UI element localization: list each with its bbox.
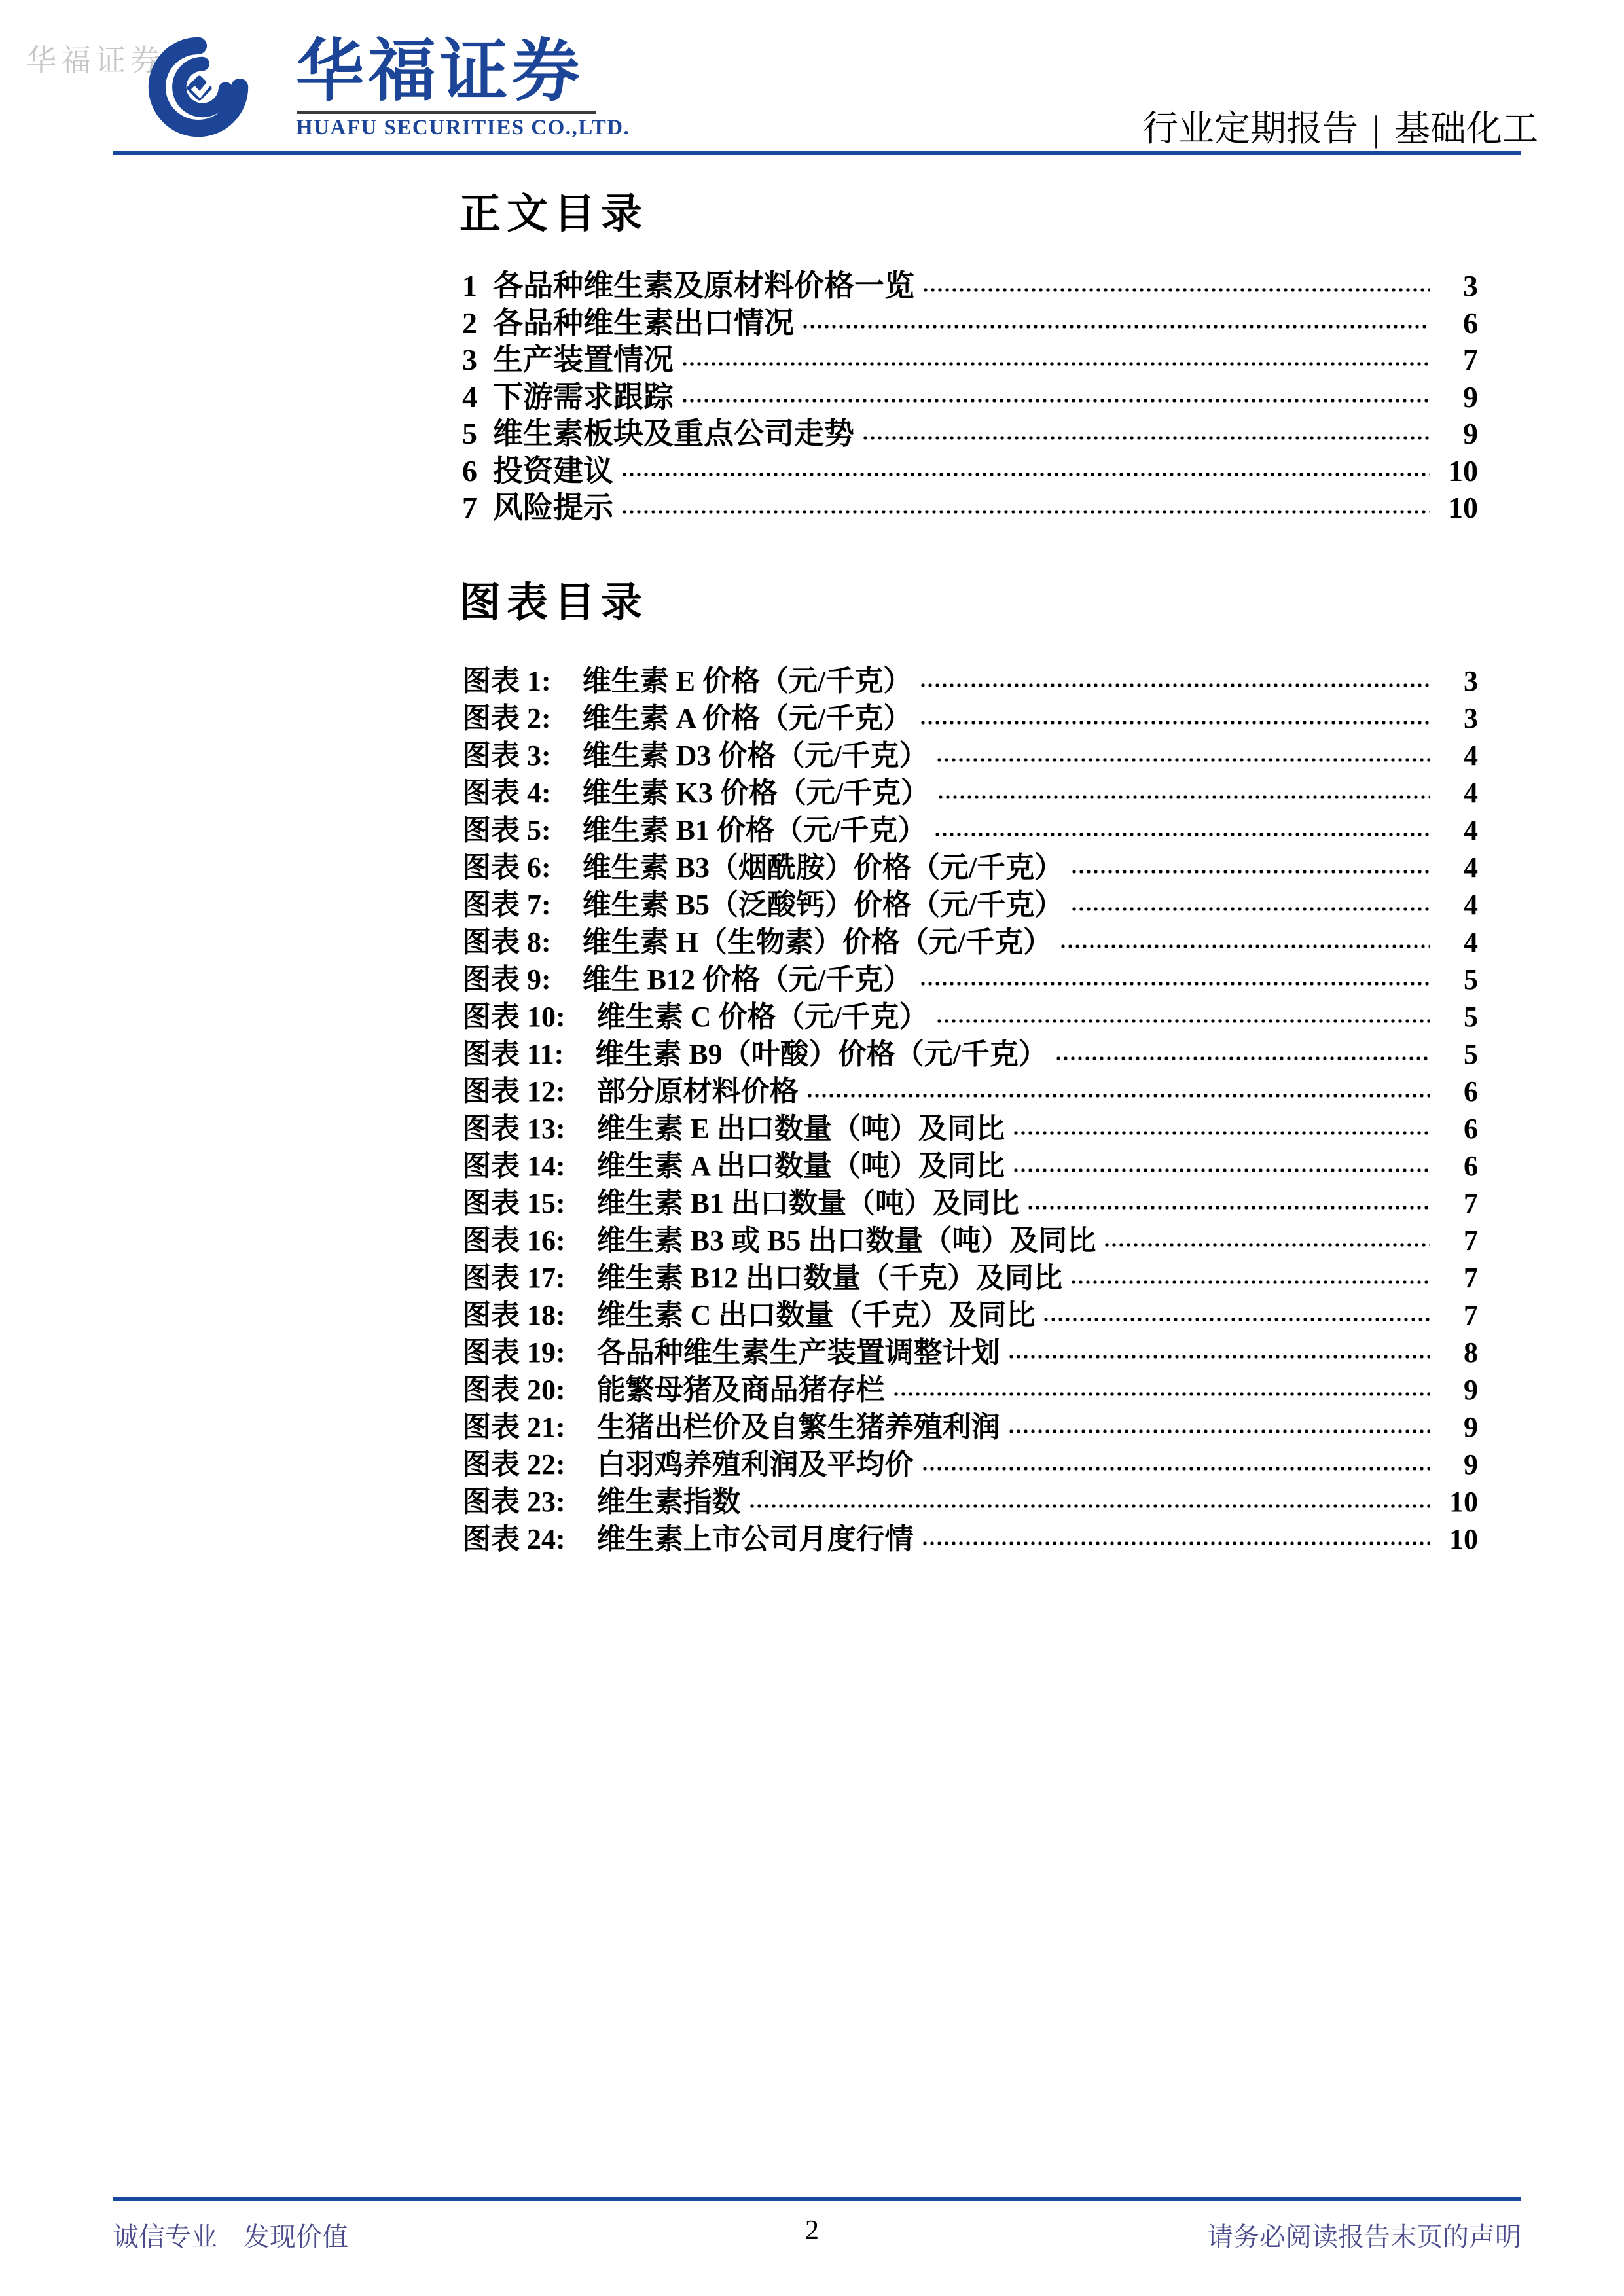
figure-toc-row [462, 1067, 1478, 1105]
logo-divider [297, 111, 596, 114]
figure-entry-title: 维生素 C 出口数量（千克）及同比 [596, 1299, 1036, 1331]
figure-entry-label: 图表 24: [462, 1523, 566, 1555]
figure-entry-label: 图表 9: [462, 963, 551, 996]
toc-entry-title: 投资建议 [493, 454, 613, 488]
toc-row [462, 484, 1478, 524]
figure-entry-title: 维生 B12 价格（元/千克） [582, 963, 912, 996]
toc-leader-dots [802, 323, 1430, 330]
figure-entry-title: 维生素 K3 价格（元/千克） [582, 777, 930, 809]
figure-entry-label: 图表 19: [462, 1336, 566, 1369]
toc-leader-dots [920, 980, 1430, 987]
toc-row [462, 410, 1478, 450]
figure-entry-title: 维生素 E 价格（元/千克） [582, 665, 912, 697]
logo-text-block [296, 34, 630, 140]
figure-entry-label: 图表 23: [462, 1486, 566, 1518]
toc-leader-dots [681, 397, 1430, 404]
toc-leader-dots [1055, 1055, 1430, 1062]
watermark: 华福证券 [26, 44, 165, 77]
figure-toc-row [462, 1291, 1478, 1329]
toc-leader-dots [621, 471, 1430, 478]
figure-entry-title: 维生素 C 价格（元/千克） [596, 1001, 928, 1033]
toc-leader-dots [1043, 1316, 1430, 1323]
figure-entry-label: 图表 7: [462, 889, 551, 921]
toc-leader-dots [934, 831, 1430, 838]
toc-page-number: 9 [1464, 1411, 1478, 1443]
toc-leader-dots [922, 1540, 1430, 1547]
figure-toc-row [462, 657, 1478, 697]
toc-entry-number: 4 [462, 380, 477, 414]
figure-entry-title: 维生素 B1 出口数量（吨）及同比 [596, 1187, 1020, 1219]
toc-leader-dots [1013, 1167, 1430, 1174]
figure-toc-row [462, 881, 1478, 921]
header-rule [113, 151, 1521, 155]
figure-toc-row [462, 1030, 1478, 1070]
toc-entry-number: 2 [462, 306, 477, 340]
toc-page-number: 8 [1464, 1336, 1478, 1369]
toc-page-number: 6 [1464, 1075, 1478, 1107]
toc-entry-number: 7 [462, 491, 477, 524]
toc-leader-dots [920, 719, 1430, 726]
figure-entry-label: 图表 5: [462, 814, 551, 846]
figure-entry-title: 维生素 B9（叶酸）价格（元/千克） [595, 1038, 1047, 1070]
logo-name-cn: 华福证券 [296, 34, 585, 109]
figure-entry-title: 部分原材料价格 [596, 1075, 799, 1107]
toc-entry-title: 风险提示 [493, 491, 613, 524]
figure-entry-label: 图表 16: [462, 1225, 566, 1257]
toc-page-number: 4 [1464, 777, 1478, 809]
figure-entry-label: 图表 20: [462, 1374, 566, 1406]
figure-entry-label: 图表 8: [462, 926, 551, 958]
logo-name-en: HUAFU SECURITIES CO.,LTD. [296, 116, 630, 139]
toc-page-number: 4 [1464, 814, 1478, 846]
toc-leader-dots [936, 757, 1430, 763]
figure-toc-row [462, 1478, 1478, 1518]
toc-leader-dots [920, 682, 1430, 689]
toc-entry-number: 6 [462, 454, 477, 488]
figure-entry-label: 图表 14: [462, 1150, 566, 1182]
figure-entry-title: 维生素 E 出口数量（吨）及同比 [596, 1113, 1005, 1145]
figure-entry-label: 图表 18: [462, 1299, 566, 1331]
figure-entry-label: 图表 13: [462, 1113, 566, 1145]
figure-toc-row [462, 1366, 1478, 1406]
figure-entry-title: 维生素 B5（泛酸钙）价格（元/千克） [582, 889, 1064, 921]
toc-page-number: 7 [1464, 1225, 1478, 1257]
figure-toc-list [462, 657, 1478, 1555]
toc-leader-dots [1008, 1428, 1430, 1435]
figure-entry-title: 维生素 B3 或 B5 出口数量（吨）及同比 [596, 1225, 1096, 1257]
figure-toc-row [462, 1142, 1478, 1182]
figure-toc-row [462, 956, 1478, 996]
toc-page-number: 10 [1448, 454, 1478, 488]
toc-page-number: 7 [1464, 1187, 1478, 1219]
toc-leader-dots [806, 1092, 1430, 1099]
toc-page-number: 9 [1463, 417, 1478, 450]
figure-entry-title: 维生素 B3（烟酰胺）价格（元/千克） [582, 852, 1064, 884]
figure-entry-label: 图表 4: [462, 777, 551, 809]
toc-entry-number: 3 [462, 343, 477, 376]
toc-entry-title: 各品种维生素出口情况 [493, 306, 794, 340]
toc-leader-dots [1071, 906, 1430, 912]
toc-leader-dots [1070, 1279, 1430, 1285]
figure-toc-row [462, 993, 1478, 1033]
figure-toc-row [462, 1179, 1478, 1217]
toc-leader-dots [1060, 943, 1430, 950]
header-report-type: 行业定期报告 [1142, 109, 1358, 149]
figure-entry-label: 图表 10: [462, 1001, 566, 1033]
toc-leader-dots [922, 287, 1430, 293]
toc-leader-dots [862, 435, 1430, 441]
toc-page-number: 5 [1464, 1038, 1478, 1070]
toc-page-number: 7 [1464, 1299, 1478, 1331]
figure-toc-row [462, 1441, 1478, 1478]
figure-entry-label: 图表 3: [462, 740, 551, 772]
toc-page-number: 7 [1463, 343, 1478, 376]
toc-row [462, 373, 1478, 414]
figure-entry-title: 维生素 B1 价格（元/千克） [582, 814, 927, 846]
toc-leader-dots [893, 1391, 1430, 1397]
header-category [1142, 99, 1538, 151]
toc-page-number: 4 [1464, 740, 1478, 772]
main-toc-list [462, 262, 1478, 524]
toc-leader-dots [1008, 1354, 1430, 1360]
toc-page-number: 4 [1464, 926, 1478, 958]
figure-entry-title: 白羽鸡养殖利润及平均价 [596, 1448, 914, 1480]
toc-entry-title: 维生素板块及重点公司走势 [493, 417, 854, 450]
toc-entry-title: 各品种维生素及原材料价格一览 [493, 269, 914, 302]
toc-leader-dots [749, 1503, 1430, 1509]
toc-entry-title: 下游需求跟踪 [493, 380, 674, 414]
toc-page-number: 3 [1464, 702, 1478, 734]
toc-leader-dots [937, 794, 1430, 800]
toc-entry-number: 5 [462, 417, 477, 450]
figure-entry-title: 能繁母猪及商品猪存栏 [596, 1374, 885, 1406]
figure-entry-label: 图表 21: [462, 1411, 566, 1443]
figure-toc-row [462, 1254, 1478, 1294]
toc-leader-dots [922, 1465, 1430, 1472]
figure-toc-row [462, 1403, 1478, 1441]
figure-entry-label: 图表 2: [462, 702, 551, 734]
toc-page-number: 6 [1464, 1150, 1478, 1182]
figure-entry-title: 维生素 A 出口数量（吨）及同比 [596, 1150, 1005, 1182]
figure-entry-label: 图表 22: [462, 1448, 566, 1480]
figure-toc-row [462, 694, 1478, 732]
toc-entry-title: 生产装置情况 [493, 343, 674, 376]
figure-toc-row [462, 1217, 1478, 1257]
figure-entry-title: 维生素 B12 出口数量（千克）及同比 [596, 1262, 1063, 1294]
toc-page-number: 10 [1449, 1523, 1478, 1555]
figure-entry-label: 图表 15: [462, 1187, 566, 1219]
figure-toc-row [462, 844, 1478, 884]
header-separator: | [1372, 109, 1380, 149]
toc-page-number: 10 [1448, 491, 1478, 524]
toc-page-number: 6 [1463, 306, 1478, 340]
toc-leader-dots [1071, 869, 1430, 875]
figure-entry-label: 图表 17: [462, 1262, 566, 1294]
figure-entry-title: 维生素指数 [596, 1486, 741, 1518]
toc-leader-dots [681, 361, 1430, 367]
toc-page-number: 7 [1464, 1262, 1478, 1294]
figure-entry-title: 维生素 H（生物素）价格（元/千克） [582, 926, 1053, 958]
figure-entry-title: 维生素 A 价格（元/千克） [582, 702, 912, 734]
figure-entry-label: 图表 11: [462, 1038, 564, 1070]
figure-toc-row [462, 1329, 1478, 1369]
toc-page-number: 9 [1464, 1448, 1478, 1480]
figure-toc-row [462, 806, 1478, 844]
figure-toc-row [462, 769, 1478, 809]
toc-leader-dots [1104, 1242, 1430, 1248]
toc-row [462, 299, 1478, 340]
footer-disclaimer: 请务必阅读报告末页的声明 [1207, 2222, 1521, 2251]
toc-page-number: 6 [1464, 1113, 1478, 1145]
toc-page-number: 4 [1464, 852, 1478, 884]
toc-page-number: 3 [1463, 269, 1478, 302]
toc-page-number: 9 [1463, 380, 1478, 414]
figure-entry-title: 各品种维生素生产装置调整计划 [596, 1336, 1000, 1369]
toc-leader-dots [1027, 1204, 1430, 1211]
toc-page-number: 3 [1464, 665, 1478, 697]
figure-entry-label: 图表 1: [462, 665, 551, 697]
toc-leader-dots [621, 509, 1430, 515]
toc-leader-dots [1013, 1130, 1430, 1136]
toc-page-number: 9 [1464, 1374, 1478, 1406]
huafu-swirl-icon [148, 37, 249, 137]
toc-row [462, 336, 1478, 376]
main-toc-title: 正文目录 [460, 191, 648, 237]
figure-entry-label: 图表 12: [462, 1075, 566, 1107]
footer-motto: 诚信专业 发现价值 [113, 2222, 348, 2251]
toc-page-number: 4 [1464, 889, 1478, 921]
figure-entry-title: 维生素 D3 价格（元/千克） [582, 740, 928, 772]
figure-toc-row [462, 1515, 1478, 1555]
header-industry: 基础化工 [1394, 109, 1538, 149]
toc-page-number: 10 [1449, 1486, 1478, 1518]
toc-row [462, 262, 1478, 302]
figure-toc-row [462, 918, 1478, 956]
huafu-logo [148, 34, 630, 140]
footer-rule [113, 2197, 1521, 2201]
figure-entry-title: 生猪出栏价及自繁生猪养殖利润 [596, 1411, 1000, 1443]
figure-entry-label: 图表 6: [462, 852, 551, 884]
toc-page-number: 5 [1464, 1001, 1478, 1033]
footer-page-number: 2 [805, 2215, 819, 2246]
toc-leader-dots [936, 1018, 1430, 1024]
figure-entry-title: 维生素上市公司月度行情 [596, 1523, 914, 1555]
figure-toc-title: 图表目录 [460, 580, 648, 626]
figure-toc-row [462, 732, 1478, 772]
toc-page-number: 5 [1464, 963, 1478, 996]
toc-entry-number: 1 [462, 269, 477, 302]
figure-toc-row [462, 1105, 1478, 1145]
